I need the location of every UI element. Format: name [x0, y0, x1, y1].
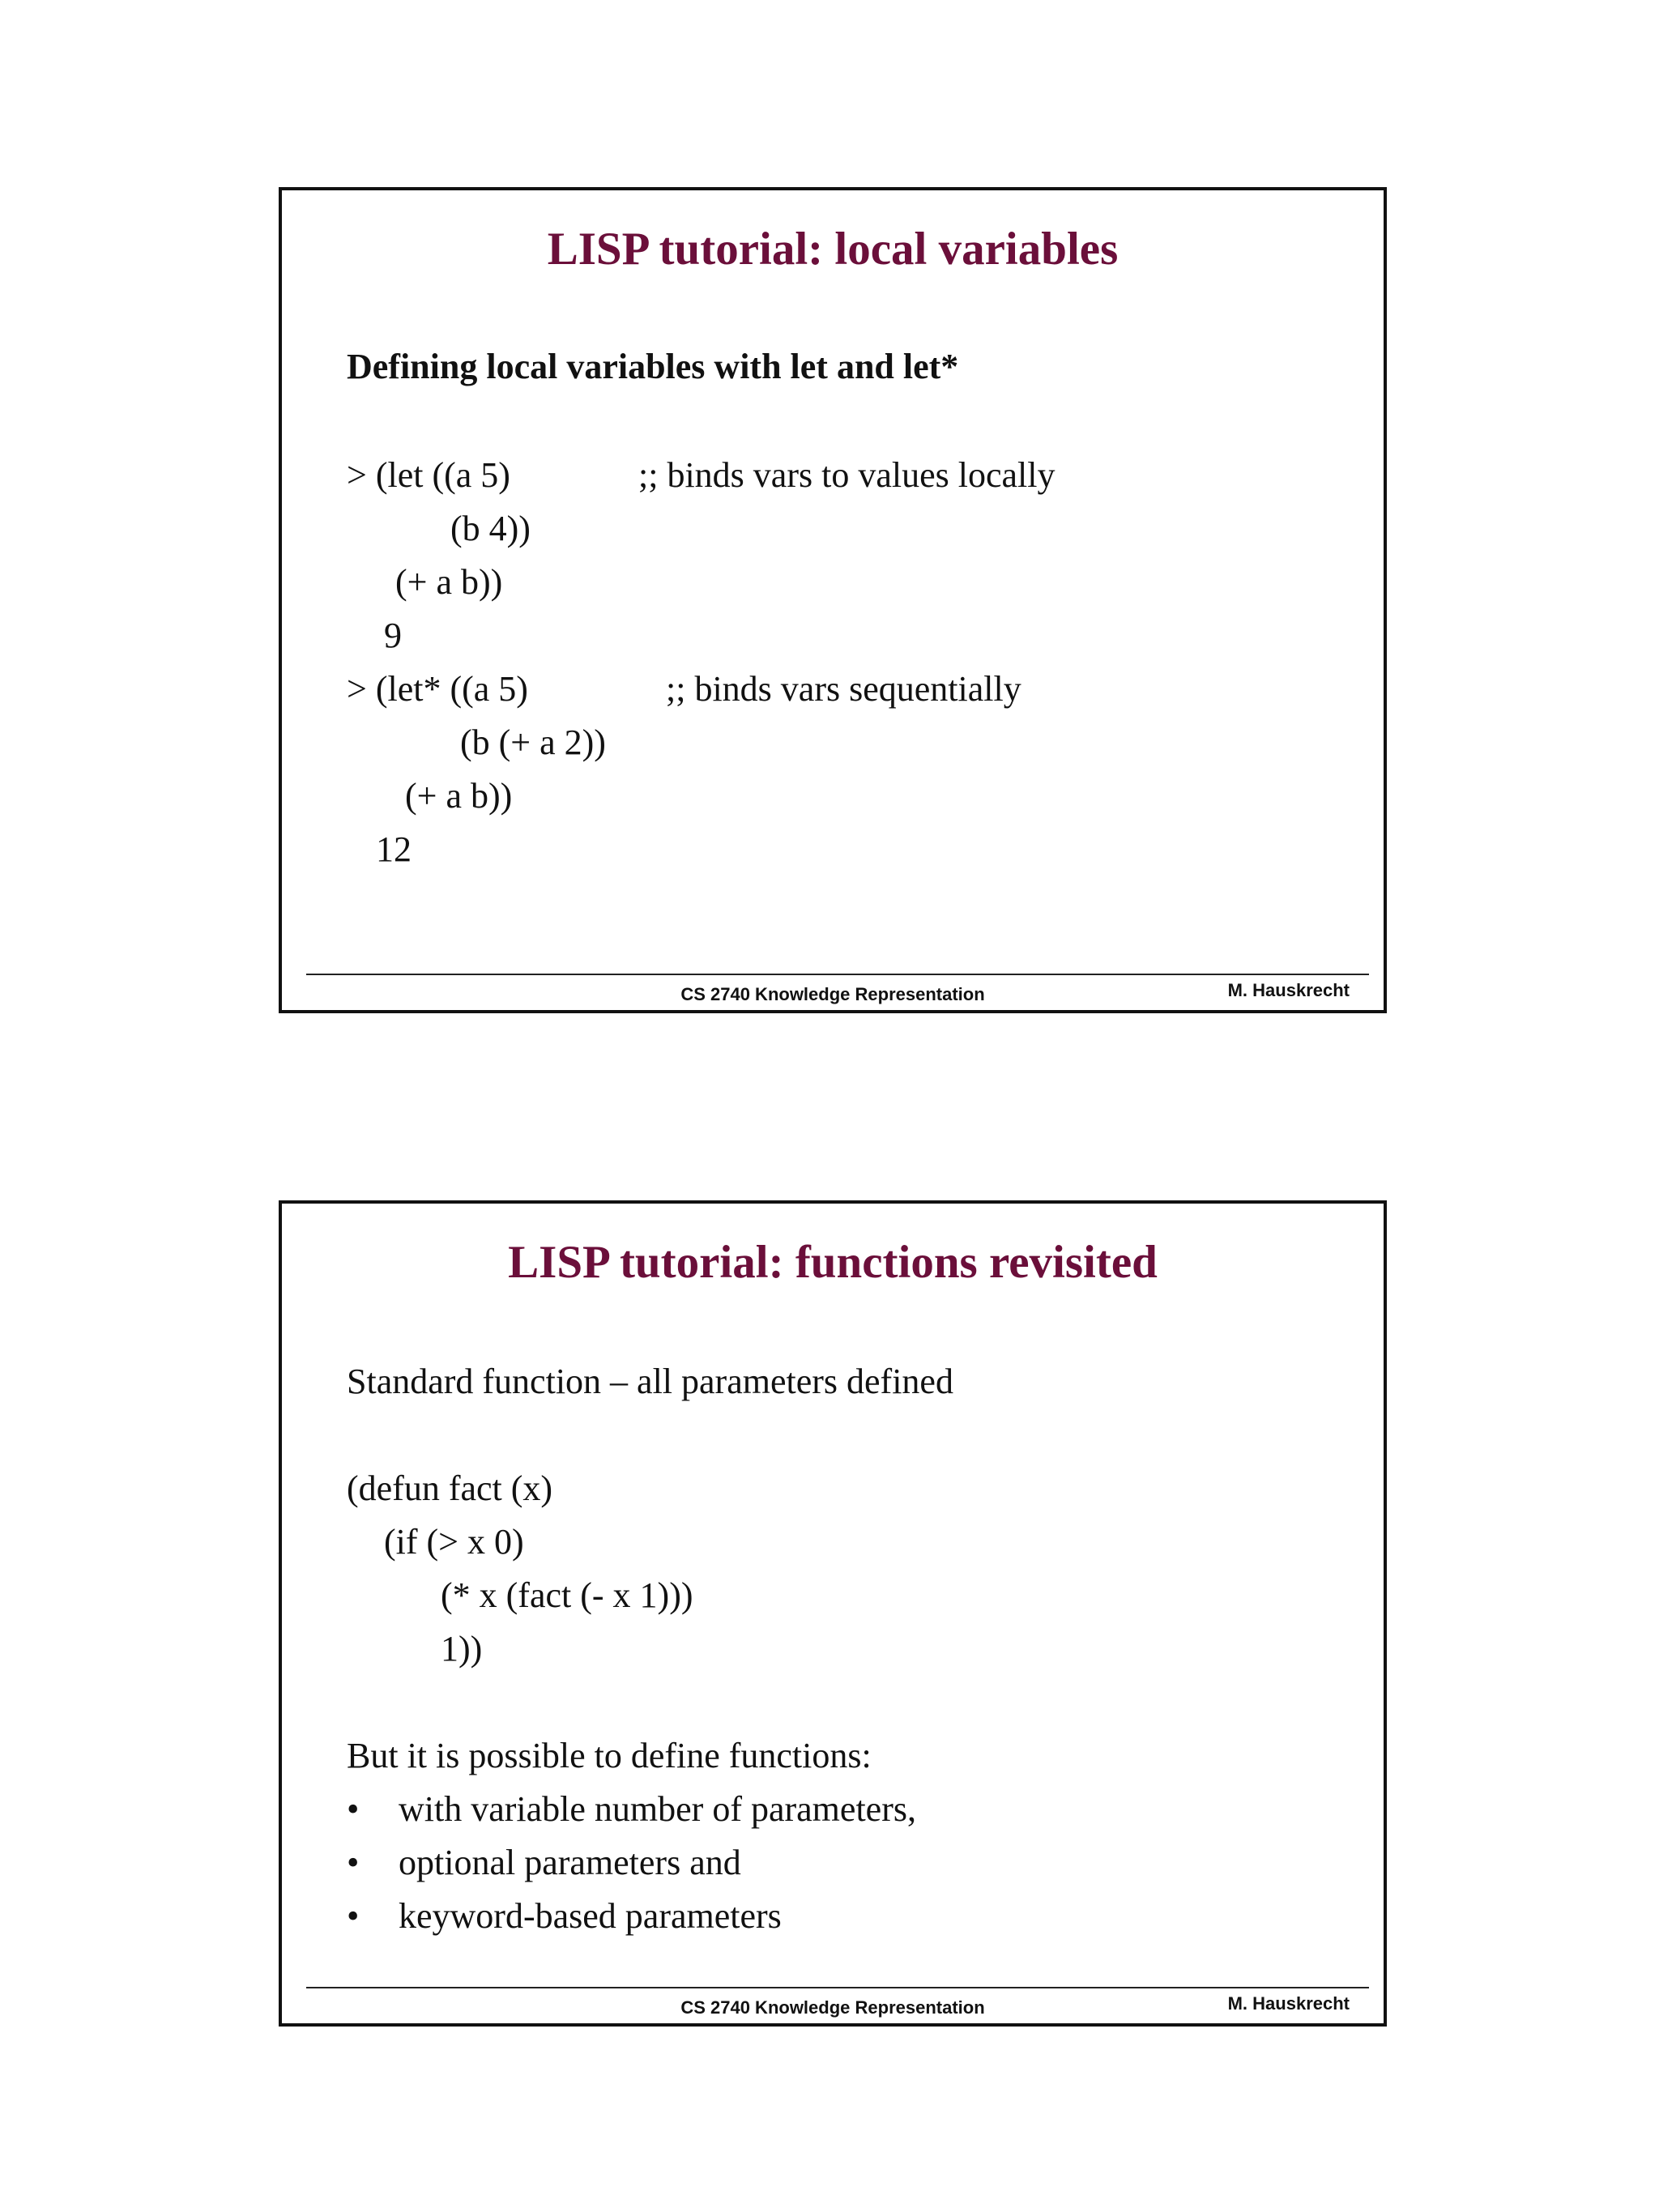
slide-title: LISP tutorial: functions revisited	[508, 1237, 1158, 1288]
bullet-item: keyword-based parameters	[399, 1896, 782, 1936]
footer-author: M. Hauskrecht	[1227, 980, 1350, 1000]
bullet-glyph: •	[347, 1843, 360, 1882]
bullet-glyph: •	[347, 1896, 360, 1936]
code-line: (defun fact (x)	[347, 1468, 553, 1508]
code-result: 12	[376, 829, 412, 869]
code-line: > (let ((a 5)	[347, 455, 510, 495]
code-line: (b 4))	[450, 509, 531, 548]
code-result: 9	[384, 616, 402, 655]
footer-course: CS 2740 Knowledge Representation	[680, 1997, 985, 2018]
intro-text: Standard function – all parameters defined	[347, 1362, 953, 1401]
slide-subtitle: Defining local variables with let and let*	[347, 347, 959, 386]
code-line: (+ a b))	[405, 776, 513, 816]
code-line: > (let* ((a 5)	[347, 669, 528, 709]
code-line: (* x (fact (- x 1)))	[441, 1575, 693, 1615]
footer-divider	[306, 1987, 1369, 1988]
bullet-item: with variable number of parameters,	[399, 1789, 916, 1829]
slide-title: LISP tutorial: local variables	[547, 224, 1119, 275]
lead-text: But it is possible to define functions:	[347, 1736, 872, 1775]
code-line: (b (+ a 2))	[460, 722, 606, 762]
slide-local-variables	[279, 187, 1387, 1013]
bullet-glyph: •	[347, 1789, 360, 1829]
bullet-item: optional parameters and	[399, 1843, 741, 1882]
footer-author: M. Hauskrecht	[1227, 1993, 1350, 2014]
code-line: (if (> x 0)	[384, 1522, 524, 1562]
code-comment: ;; binds vars to values locally	[638, 455, 1056, 495]
code-line: (+ a b))	[395, 562, 503, 602]
slide-functions-revisited	[279, 1200, 1387, 2027]
footer-course: CS 2740 Knowledge Representation	[680, 984, 985, 1004]
code-line: 1))	[441, 1629, 483, 1669]
footer-divider	[306, 974, 1369, 975]
code-comment: ;; binds vars sequentially	[666, 669, 1021, 709]
